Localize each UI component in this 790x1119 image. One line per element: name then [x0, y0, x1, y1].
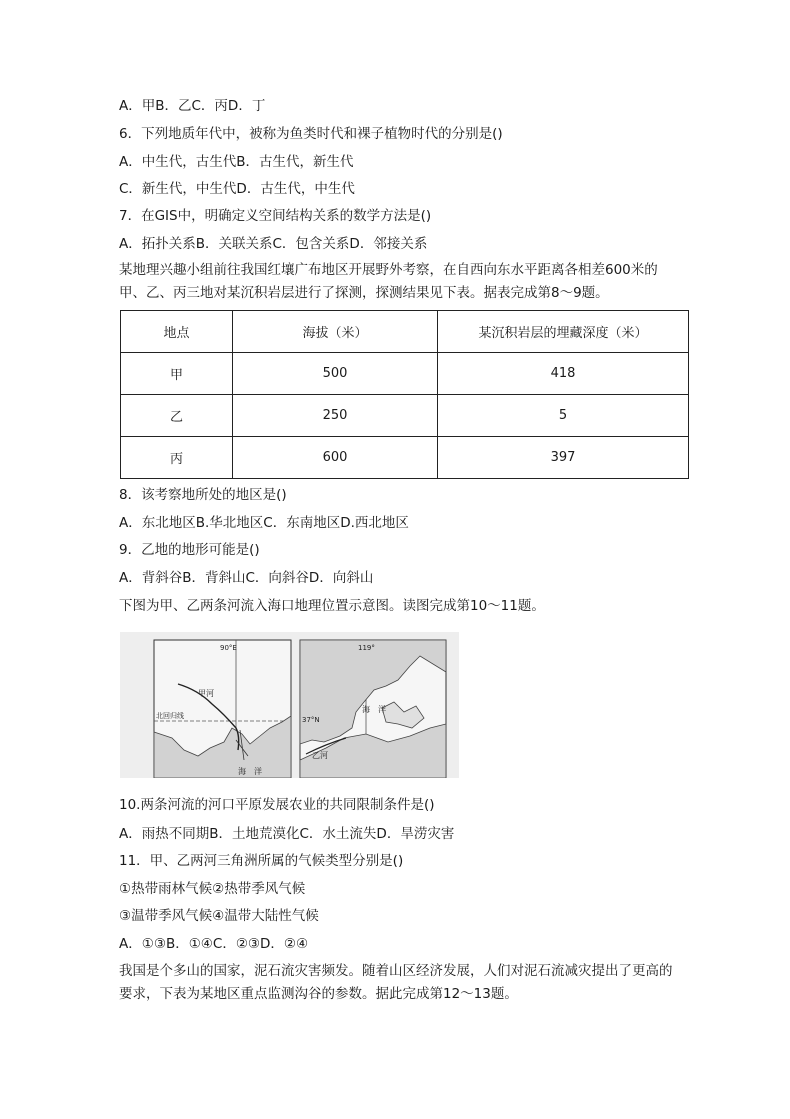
table-header-row — [121, 311, 689, 353]
table-cell: 418 — [438, 353, 689, 395]
q10-stem: 10.两条河流的河口平原发展农业的共同限制条件是() — [119, 797, 435, 813]
right-latitude-label: 37°N — [302, 716, 320, 724]
table-cell: 甲 — [121, 353, 233, 395]
q11-choices-1-2: ①热带雨林气候②热带季风气候 — [119, 881, 306, 897]
left-longitude-label: 90°E — [220, 644, 237, 652]
q11-options: A．①③B．①④C．②③D．②④ — [119, 936, 309, 952]
river-mouth-maps — [120, 632, 459, 778]
intro-questions-10-11: 下图为甲、乙两条河流入海口地理位置示意图。读图完成第10～11题。 — [119, 598, 545, 614]
q8-options: A．东北地区B.华北地区C．东南地区D.西北地区 — [119, 515, 409, 531]
left-sea-label: 海 洋 — [238, 767, 262, 776]
right-longitude-label: 119° — [358, 644, 375, 652]
table-cell: 250 — [233, 395, 438, 437]
q11-choices-3-4: ③温带季风气候④温带大陆性气候 — [119, 908, 319, 924]
tropic-label: 北回归线 — [156, 712, 184, 720]
q7-stem: 7．在GIS中，明确定义空间结构关系的数学方法是() — [119, 208, 432, 224]
table-header: 地点 — [121, 311, 233, 353]
river-jia-label: 甲河 — [198, 689, 214, 698]
table-cell: 乙 — [121, 395, 233, 437]
table-row — [121, 395, 689, 437]
q6-options-cd: C．新生代，中生代D．古生代，中生代 — [119, 181, 355, 197]
river-mouth-maps-figure — [120, 632, 459, 778]
right-sea-label: 海 洋 — [362, 705, 386, 714]
q9-options: A．背斜谷B．背斜山C．向斜谷D．向斜山 — [119, 570, 374, 586]
intro-questions-8-9: 某地理兴趣小组前往我国红壤广布地区开展野外考察，在自西向东水平距离各相差600米的甲、乙、丙三地对某沉积岩层进行了探测，探测结果见下表。据表完成第8～9题。 — [119, 262, 658, 301]
table-cell: 丙 — [121, 437, 233, 479]
table-cell: 600 — [233, 437, 438, 479]
sediment-table — [120, 310, 689, 479]
table-header: 某沉积岩层的埋藏深度（米） — [438, 311, 689, 353]
table-row — [121, 353, 689, 395]
q6-options-ab: A．中生代，古生代B．古生代，新生代 — [119, 154, 354, 170]
table-row — [121, 437, 689, 479]
table-cell: 500 — [233, 353, 438, 395]
river-yi-label: 乙河 — [312, 751, 328, 760]
q5-options: A．甲B．乙C．丙D．丁 — [119, 98, 266, 114]
q6-stem: 6．下列地质年代中，被称为鱼类时代和裸子植物时代的分别是() — [119, 126, 503, 142]
intro-questions-12-13: 我国是个多山的国家，泥石流灾害频发。随着山区经济发展，人们对泥石流减灾提出了更高的要求，下表为某地区重点监测沟谷的参数。据此完成第12～13题。 — [119, 963, 673, 1002]
q8-stem: 8．该考察地所处的地区是() — [119, 487, 287, 503]
q11-stem: 11．甲、乙两河三角洲所属的气候类型分别是() — [119, 853, 404, 869]
q9-stem: 9．乙地的地形可能是() — [119, 542, 260, 558]
q10-options: A．雨热不同期B．土地荒漠化C．水土流失D．旱涝灾害 — [119, 826, 455, 842]
table-header: 海拔（米） — [233, 311, 438, 353]
q7-options: A．拓扑关系B．关联关系C．包含关系D．邻接关系 — [119, 236, 428, 252]
table-cell: 397 — [438, 437, 689, 479]
table-cell: 5 — [438, 395, 689, 437]
